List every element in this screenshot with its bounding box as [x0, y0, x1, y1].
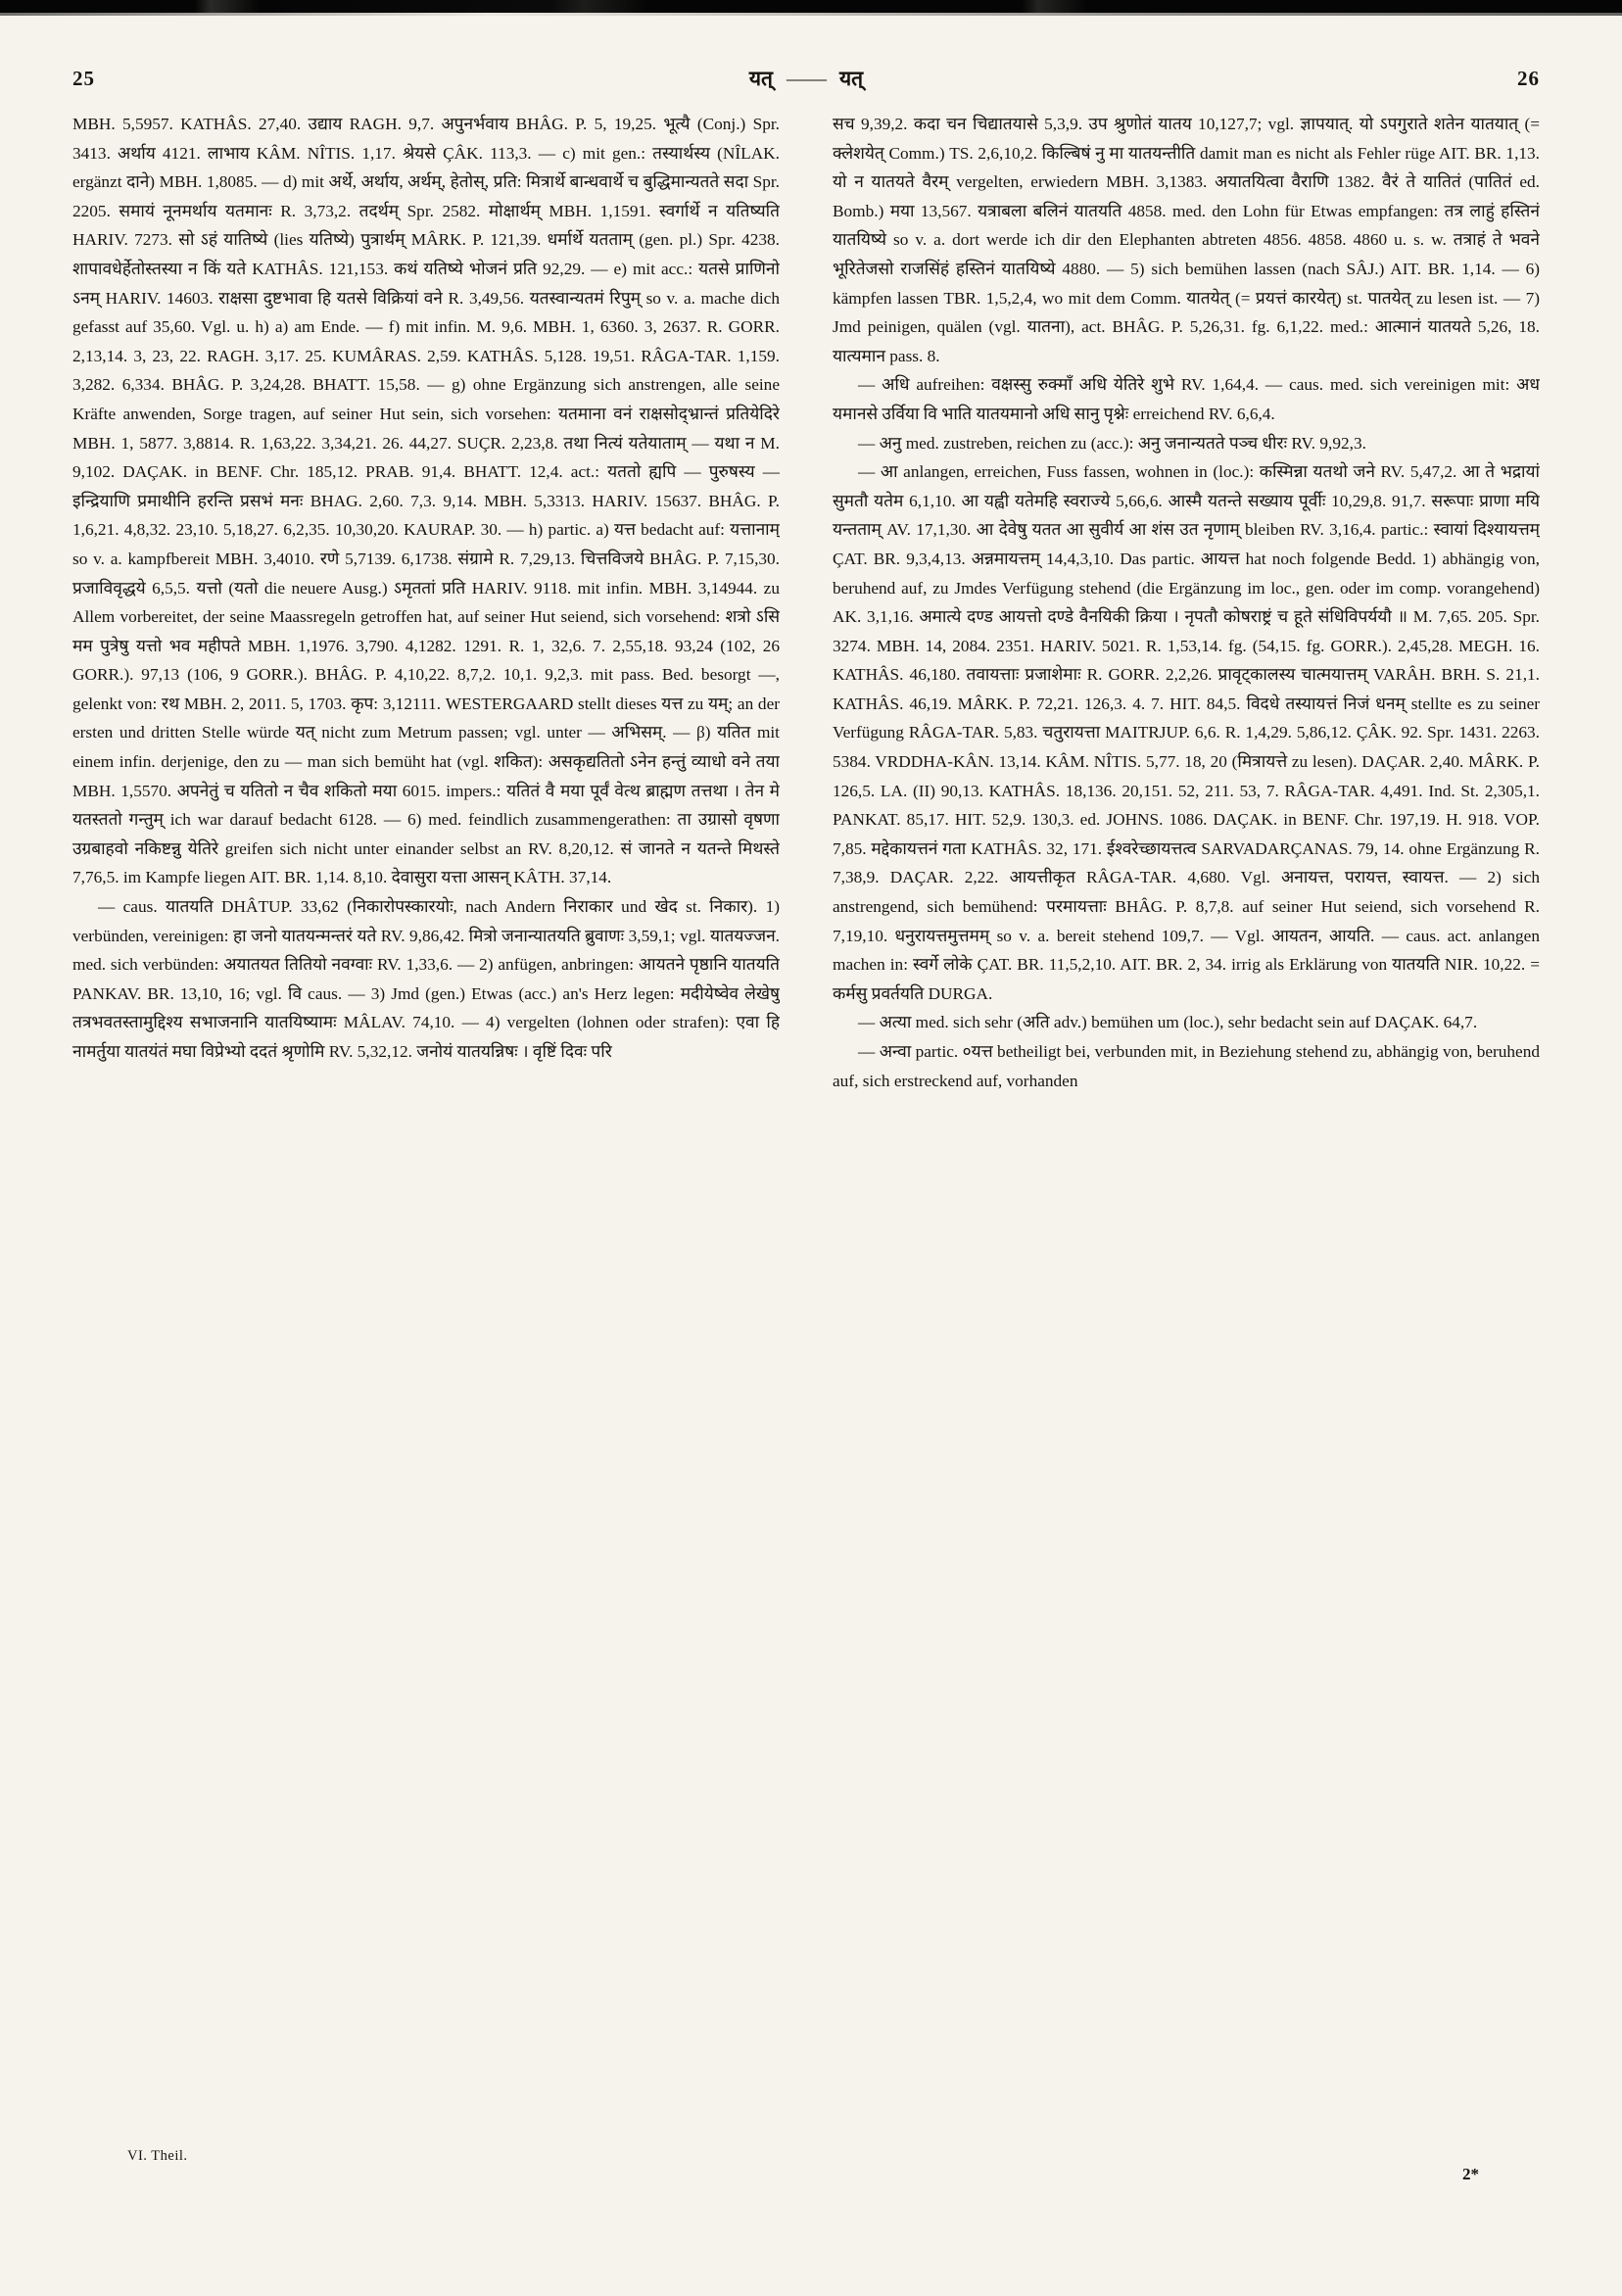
paragraph: — अधि aufreihen: वक्षस्सु रुक्माँ अधि येतिरे शुभे RV. 1,64,4. — caus. med. sich vereinigen mit: अध यमानसे उर्विया वि भाति यातयमानो अधि सानु पृश्नेः erreichend RV. 6,6,4. [833, 375, 1540, 423]
running-head [72, 65, 1540, 92]
scan-artifact-top [0, 0, 1622, 13]
page-number-right: 26 [1517, 67, 1540, 90]
paragraph: — अन्वा partic. ०यत्त betheiligt bei, verbunden mit, in Beziehung stehend zu, abhängig von, beruhend auf, sich erstreckend auf, vorhanden [833, 1042, 1540, 1090]
headword-right: यत् [839, 67, 864, 90]
paragraph: — अत्या med. sich sehr (अति adv.) bemühen um (loc.), sehr bedacht sein auf DAÇAK. 64,7. [858, 1013, 1478, 1032]
paragraph: MBH. 5,5957. KATHÂS. 27,40. उद्याय RAGH. 9,7. अपुनर्भवाय BHÂG. P. 5, 19,25. भूत्यै (Conj.) Spr. 3413. अर्थाय 4121. लाभाय KÂM. NÎTIS. 1,17. श्रेयसे ÇÂK. 113,3. — c) mit gen.: तस्यार्थस्य (NÎLAK. ergänzt दाने) MBH. 1,8085. — d) mit अर्थे, अर्थाय, अर्थम्, हेतोस्, प्रति: मित्रार्थे बान्धवार्थे च बुद्धिमान्यतते सदा Spr. 2205. समायं नूनमर्थाय यतमानः R. 3,73,2. तदर्थम् Spr. 2582. मोक्षार्थम् MBH. 1,1591. स्वर्गार्थे न यतिष्यति HARIV. 7273. सो ऽहं यातिष्ये (lies यतिष्ये) पुत्रार्थम् MÂRK. P. 121,39. धर्मार्थे यतताम् (gen. pl.) Spr. 4238. शापावधेर्हेतोस्तस्या न किं यते KATHÂS. 121,153. कथं यतिष्ये भोजनं प्रति 92,29. — e) mit acc.: यतसे प्राणिनो ऽनम् HARIV. 14603. राक्षसा दुष्टभावा हि यतसे विक्रियां वने R. 3,49,56. यतस्वान्यतमं रिपुम् so v. a. mache dich gefasst auf 35,60. Vgl. u. h) a) am Ende. — f) mit infin. M. 9,6. MBH. 1, 6360. 3, 2637. R. GORR. 2,13,14. 3, 23, 22. RAGH. 3,17. 25. KUMÂRAS. 2,59. KATHÂS. 5,128. 19,51. RÂGA-TAR. 1,159. 3,282. 6,334. BHÂG. P. 3,24,28. BHATT. 15,58. — g) ohne Ergänzung sich anstrengen, alle seine Kräfte anwenden, Sorge tragen, auf seiner Hut sein, sich vorsehen: यतमाना वनं राक्षसोद्भ्रान्तं प्रतियेदिरे MBH. 1, 5877. 3,8814. R. 1,63,22. 3,34,21. 26. 44,27. SUÇR. 2,23,8. तथा नित्यं यतेयाताम् — यथा न M. 9,102. DAÇAK. in BENF. Chr. 185,12. PRAB. 91,4. BHATT. 12,4. act.: यततो ह्यपि — पुरुषस्य — इन्द्रियाणि प्रमाथीनि हरन्ति प्रसभं मनः BHAG. 2,60. 7,3. 9,14. MBH. 5,3313. HARIV. 15637. BHÂG. P. 1,6,21. 4,8,32. 23,10. 5,18,27. 6,2,35. 10,30,20. KAURAP. 30. — h) partic. a) यत्त bedacht auf: यत्तानाम् so v. a. kampfbereit MBH. 3,4010. रणे 5,7139. 6,1738. संग्रामे R. 7,29,13. चित्तविजये BHÂG. P. 7,15,30. प्रजाविवृद्धये 6,5,5. यत्तो (यतो die neuere Ausg.) ऽमृततां प्रति HARIV. 9118. mit infin. MBH. 3,14944. zu Allem vorbereitet, der seine Maassregeln getroffen hat, auf seiner Hut seiend, sich vorsehend: शत्रो ऽसि मम पुत्रेषु यत्तो भव महीपते MBH. 1,1976. 3,790. 4,1282. 1291. R. 1, 32,6. 7. 2,55,18. 93,24 (102, 26 GORR.). 97,13 (106, 9 GORR.). BHÂG. P. 4,10,22. 8,7,2. 10,1. 9,2,3. mit pass. Bed. besorgt —, gelenkt von: रथ MBH. 2, 2011. 5, 1703. कृप: 3,12111. WESTERGAARD stellt dieses यत्त zu यम्; an der ersten und dritten Stelle würde यत् nicht zum Metrum passen; vgl. unter — अभिसम्. — β) यतित mit einem infin. derjenige, den zu — man sich bemüht hat (vgl. शकित): असकृद्यतितो ऽनेन हन्तुं व्याधो वने तया MBH. 1,5570. अपनेतुं च यतितो न चैव शकितो मया 6015. impers.: यतितं वै मया पूर्वं वेत्थ ब्राह्मण तत्तथा । तेन मे यतस्ततो गन्तुम् ich war darauf bedacht 6128. — 6) med. feindlich zusammengerathen: ता उग्रासो वृषणा उग्रबाहवो नकिष्टन्नु येतिरे greifen sich nicht unter einander selbst an RV. 8,20,12. सं जानते न यतन्ते मिथस्ते 7,76,5. im Kampfe liegen AIT. BR. 1,14. 8,10. देवासुरा यत्ता आसन् KÂTH. 37,14. [72, 115, 780, 887]
left-column [72, 110, 780, 2169]
headword-divider: —— [787, 66, 826, 90]
text-columns [72, 110, 1540, 2169]
page-number-left: 25 [72, 67, 95, 90]
paragraph: — caus. यातयति DHÂTUP. 33,62 (निकारोपस्कारयोः, nach Andern निराकार und खेद st. निकार). 1) verbünden, vereinigen: हा जनो यातयन्मन्तरं यते RV. 9,86,42. मित्रो जनान्यातयति ब्रुवाणः 3,59,1; vgl. यातयज्जन. med. sich verbünden: अयातयत तितियो नवग्वाः RV. 1,33,6. — 2) anfügen, anbringen: आयतने पृष्ठानि यातयति PANKAV. BR. 13,10, 16; vgl. वि caus. — 3) Jmd (gen.) Etwas (acc.) an's Herz legen: मदीयेष्वेव लेखेषु तत्रभवतस्तामुद्दिश्य सभाजनानि यातयिष्यामः MÂLAV. 74,10. — 4) vergelten (lohnen oder strafen): एवा हि नामर्तुया यातयंतं मघा विप्रेभ्यो ददतं श्रृणोमि RV. 5,32,12. जनोयं यातयन्निषः । वृष्टिं दिवः परि [72, 897, 780, 1061]
sheet-signature: 2* [1462, 2165, 1479, 2183]
right-column [833, 110, 1540, 2169]
paragraph: — अनु med. zustreben, reichen zu (acc.): अनु जनान्यतते पञ्च धीरः RV. 9,92,3. [858, 433, 1366, 453]
running-head-title [749, 65, 863, 92]
volume-signature: VI. Theil. [127, 2148, 188, 2164]
paragraph: सच 9,39,2. कदा चन चिद्यातयासे 5,3,9. उप श्रुणोतं यातय 10,127,7; vgl. ज्ञापयात्. यो ऽपगुराते शतेन यातयात् (= क्लेशयेत् Comm.) TS. 2,6,10,2. किल्बिषं नु मा यातयन्तीति damit man es nicht als Fehler rüge AIT. BR. 1,13. यो न यातयते वैरम् vergelten, erwiedern MBH. 3,1383. अयातयित्वा वैराणि 1382. वैरं ते यातितं (पातितं ed. Bomb.) मया 13,567. यत्राबला बलिनं यातयति 4858. med. den Lohn für Etwas empfangen: तत्र लाहुं हस्तिनं यातयिष्ये so v. a. dort werde ich dir den Elephanten abtreten 4856. 4858. 4860 u. s. w. तत्राहं ते भवने भूरितेजसो राजसिंहं हस्तिनं यातयिष्ये 4880. — 5) sich bemühen lassen (nach SÂJ.) AIT. BR. 1,14. — 6) kämpfen lassen TBR. 1,5,2,4, wo mit dem Comm. यातयेत् (= प्रयत्तं कारयेत्) st. पातयेत् zu lesen ist. — 7) Jmd peinigen, quälen (vgl. यातना), act. BHÂG. P. 5,26,31. fg. 6,1,22. med.: आत्मानं यातयते 5,26, 18. यात्यमान pass. 8. [833, 115, 1540, 365]
headword-left: यत् [748, 67, 773, 90]
paragraph: — आ anlangen, erreichen, Fuss fassen, wohnen in (loc.): कस्मिन्ना यतथो जने RV. 5,47,2. आ ते भद्रायां सुमतौ यतेम 6,1,10. आ यह्वी यतेमहि स्वराज्ये 5,66,6. आस्मै यतन्ते सख्याय पूर्वीः 10,29,8. 91,7. सरूपाः प्राणा मयि यन्तताम् AV. 17,1,30. आ देवेषु यतत आ सुवीर्य आ शंस उत नृणाम् bleiben RV. 3,16,4. partic.: स्वायां दिश्यायत्तम् ÇAT. BR. 9,3,4,13. अन्नमायत्तम् 14,4,3,10. Das partic. आयत्त hat noch folgende Bedd. 1) abhängig von, beruhend auf, zu Jmdes Verfügung stehend (die Ergänzung im loc., gen. oder im comp. vorangehend) AK. 3,1,16. अमात्ये दण्ड आयत्तो दण्डे वैनयिकी क्रिया । नृपतौ कोषराष्ट्रं च हूते संधिविपर्ययौ ॥ M. 7,65. 205. Spr. 3274. MBH. 14, 2084. 2351. HARIV. 5021. R. 1,53,14. fg. (54,15. fg. GORR.). 2,45,28. MEGH. 16. KATHÂS. 46,180. तवायत्ताः प्रजाशेमाः R. GORR. 2,2,26. प्रावृट्कालस्य चात्मयात्तम् VARÂH. BRH. S. 21,1. KATHÂS. 46,19. MÂRK. P. 72,21. 126,3. 4. 7. HIT. 84,5. विदधे तस्यायत्तं निजं धनम् stellte es zu seiner Verfügung RÂGA-TAR. 5,83. चतुरायत्ता MAITRJUP. 6,6. R. 1,4,29. 5,86,12. ÇÂK. 92. Spr. 1431. 2263. 5384. VRDDHA-KÂN. 13,14. KÂM. NÎTIS. 5,77. 18, 20 (मित्रायत्ते zu lesen). DAÇAR. 2,40. MÂRK. P. 126,5. LA. (II) 90,13. KATHÂS. 18,136. 20,151. 52, 211. 53, 7. RÂGA-TAR. 4,491. Ind. St. 2,305,1. PANKAT. 85,17. HIT. 52,9. 130,3. ed. JOHNS. 1086. DAÇAK. in BENF. Chr. 197,19. H. 918. VOP. 7,85. मद्देकायत्तनं गता KATHÂS. 32, 171. ईश्वरेच्छायत्तत्व SARVADARÇANAS. 79, 14. ohne Ergänzung R. 7,38,9. DAÇAR. 2,22. आयत्तीकृत RÂGA-TAR. 4,680. Vgl. अनायत्त, परायत्त, स्वायत्त. — 2) sich anstrengend, sich bemühend: परमायत्ताः BHÂG. P. 8,7,8. auf seiner Hut seiend, sich vorsehend R. 7,19,10. धनुरायत्तमुत्तमम् so v. a. bereit stehend 109,7. — Vgl. आयतन, आयति. — caus. act. anlangen machen in: स्वर्गे लोके ÇAT. BR. 11,5,2,10. AIT. BR. 2, 34. irrig als Erklärung von यातयति NIR. 10,22. = कर्मसु प्रवर्तयति DURGA. [833, 462, 1540, 1003]
